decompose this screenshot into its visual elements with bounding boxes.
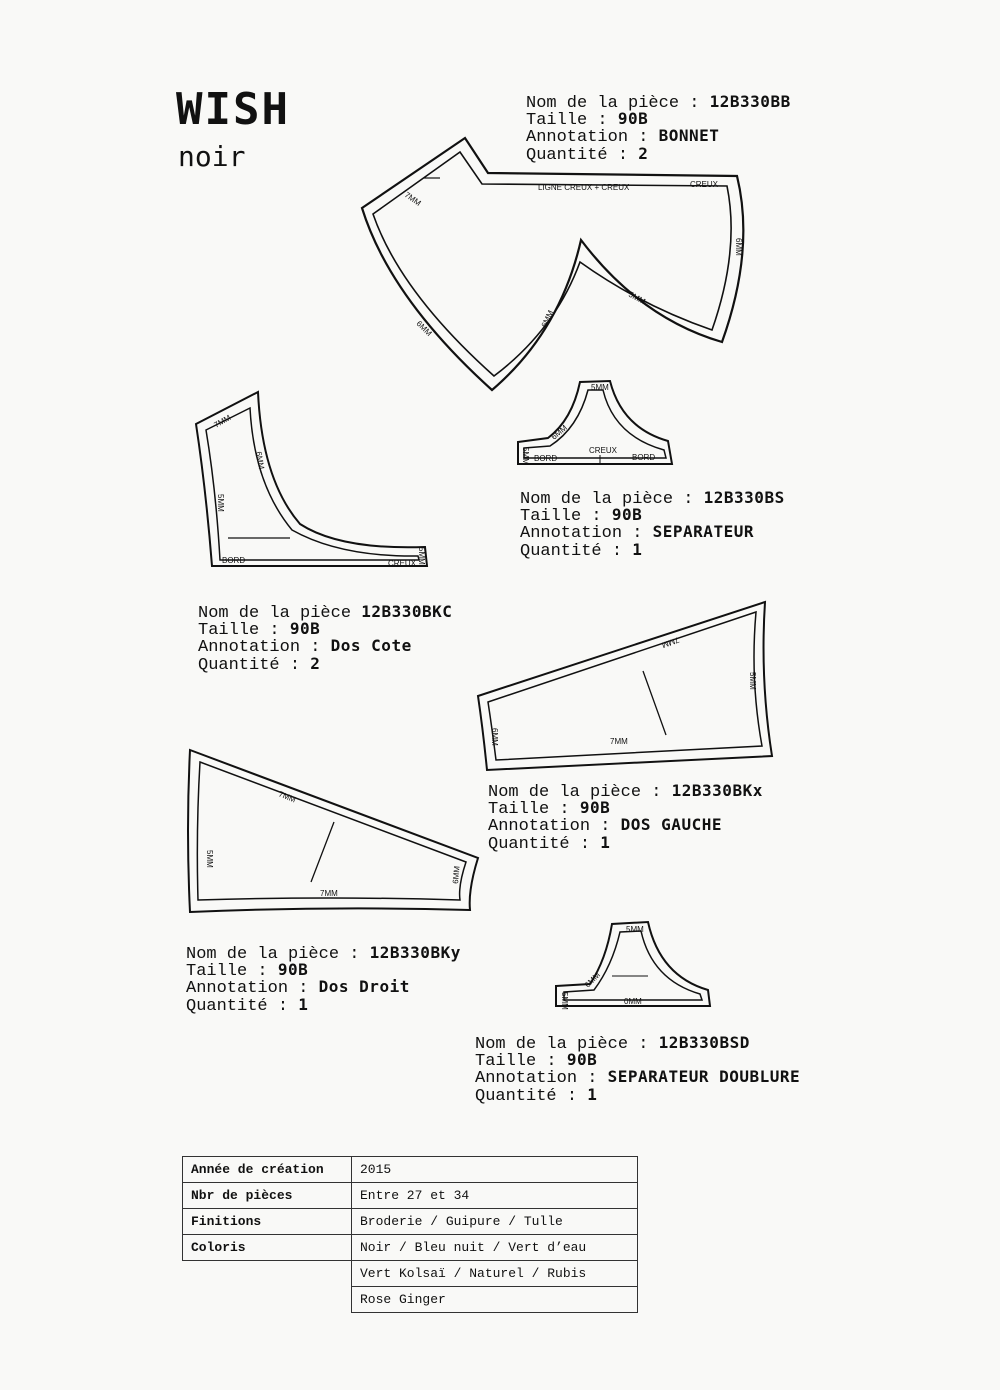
seam-label: 6MM	[414, 319, 434, 338]
seam-label: 7MM	[320, 889, 338, 898]
piece-size: 90B	[617, 109, 649, 128]
piece-name: 12B330BB	[709, 92, 791, 111]
spec-value: Broderie / Guipure / Tulle	[352, 1209, 638, 1235]
spec-key: Finitions	[183, 1209, 352, 1235]
spec-table	[182, 1156, 638, 1313]
size-label: Taille	[526, 111, 588, 130]
seam-label: 7MM	[402, 190, 423, 208]
quantity-label: Quantité	[475, 1087, 557, 1106]
name-label: Nom de la pièce	[520, 490, 674, 509]
seam-label: 5MM	[591, 383, 609, 392]
seam-label: 6MM	[539, 308, 556, 329]
annotation-label: Annotation	[520, 524, 623, 543]
piece-annotation: DOS GAUCHE	[620, 815, 722, 834]
name-label: Nom de la pièce	[488, 783, 642, 802]
piece-size: 90B	[289, 619, 321, 638]
seam-label: 7MM	[660, 635, 681, 650]
annotation-label: Annotation	[186, 979, 289, 998]
seam-label: 5MM	[205, 850, 214, 868]
table-row	[183, 1287, 638, 1313]
spec-key-empty	[183, 1287, 352, 1313]
piece-size: 90B	[277, 960, 309, 979]
seam-label: 6MM	[254, 450, 266, 470]
name-label: Nom de la pièce	[475, 1035, 629, 1054]
seam-label: 0MM	[624, 997, 642, 1006]
seam-label: 5MM	[627, 289, 647, 307]
name-label: Nom de la pièce	[198, 604, 352, 623]
piece-info-dos-cote: Nom de la pièce 12B330BKC Taille : 90B Annotation : Dos Cote Quantité : 2	[198, 602, 453, 675]
spec-value: Entre 27 et 34	[352, 1183, 638, 1209]
quantity-label: Quantité	[526, 146, 608, 165]
table-row	[183, 1209, 638, 1235]
page-subtitle: noir	[178, 140, 246, 173]
seam-label: 5MM	[216, 494, 225, 512]
piece-quantity: 1	[587, 1085, 598, 1104]
piece-info-separateur-doublure: Nom de la pièce : 12B330BSD Taille : 90B Annotation : SEPARATEUR DOUBLURE Quantité : 1	[475, 1033, 801, 1106]
seam-label: LIGNE CREUX + CREUX	[538, 183, 630, 192]
piece-size: 90B	[611, 505, 643, 524]
seam-label: 7MM	[277, 789, 298, 805]
size-label: Taille	[488, 800, 550, 819]
piece-annotation: SEPARATEUR DOUBLURE	[607, 1067, 801, 1086]
annotation-label: Annotation	[475, 1069, 578, 1088]
seam-label: CREUX	[589, 446, 618, 455]
spec-key-empty	[183, 1261, 352, 1287]
seam-label: 5MM	[560, 992, 569, 1010]
quantity-label: Quantité	[198, 656, 280, 675]
piece-name: 12B330BKC	[361, 602, 453, 621]
spec-key: Nbr de pièces	[183, 1183, 352, 1209]
size-label: Taille	[520, 507, 582, 526]
seam-label: BORD	[222, 556, 246, 565]
piece-annotation: Dos Cote	[330, 636, 412, 655]
seam-label: 5MM	[626, 925, 644, 934]
piece-info-separateur: Nom de la pièce : 12B330BS Taille : 90B Annotation : SEPARATEUR Quantité : 1	[520, 488, 785, 561]
seam-label: 5MM	[417, 547, 426, 565]
piece-size: 90B	[566, 1050, 598, 1069]
piece-info-bonnet: Nom de la pièce : 12B330BB Taille : 90B Annotation : BONNET Quantité : 2	[526, 92, 791, 165]
table-row	[183, 1235, 638, 1261]
quantity-label: Quantité	[520, 542, 602, 561]
annotation-label: Annotation	[526, 128, 629, 147]
seam-label: 6MM	[549, 423, 569, 442]
annotation-label: Annotation	[488, 817, 591, 836]
piece-annotation: SEPARATEUR	[652, 522, 754, 541]
piece-name: 12B330BS	[703, 488, 785, 507]
table-row	[183, 1261, 638, 1287]
size-label: Taille	[186, 962, 248, 981]
name-label: Nom de la pièce	[186, 945, 340, 964]
seam-label: 7MM	[610, 737, 628, 746]
seam-label: 6MM	[734, 238, 743, 256]
table-row	[183, 1157, 638, 1183]
piece-quantity: 2	[638, 144, 649, 163]
piece-quantity: 1	[600, 833, 611, 852]
spec-value: Rose Ginger	[352, 1287, 638, 1313]
piece-name: 12B330BKy	[369, 943, 461, 962]
piece-annotation: BONNET	[658, 126, 720, 145]
seam-label: BORD	[534, 454, 558, 463]
seam-label: 6MM	[490, 728, 499, 746]
seam-label: CREUX	[690, 180, 719, 189]
table-row	[183, 1183, 638, 1209]
size-label: Taille	[198, 621, 260, 640]
spec-value: Noir / Bleu nuit / Vert d’eau	[352, 1235, 638, 1261]
quantity-label: Quantité	[488, 835, 570, 854]
seam-label: 6MM	[451, 865, 462, 885]
piece-annotation: Dos Droit	[318, 977, 410, 996]
piece-size: 90B	[579, 798, 611, 817]
seam-label: 7MM	[212, 413, 233, 430]
spec-key: Coloris	[183, 1235, 352, 1261]
piece-quantity: 1	[632, 540, 643, 559]
annotation-label: Annotation	[198, 638, 301, 657]
piece-quantity: 2	[310, 654, 321, 673]
piece-info-dos-gauche: Nom de la pièce : 12B330BKx Taille : 90B Annotation : DOS GAUCHE Quantité : 1	[488, 781, 763, 854]
seam-label: 5MM	[748, 672, 757, 690]
piece-quantity: 1	[298, 995, 309, 1014]
seam-label: 6MM	[583, 970, 602, 990]
quantity-label: Quantité	[186, 997, 268, 1016]
spec-value: Vert Kolsaï / Naturel / Rubis	[352, 1261, 638, 1287]
page-title: WISH	[176, 84, 290, 135]
spec-key: Année de création	[183, 1157, 352, 1183]
seam-label: 5MM	[521, 447, 530, 465]
size-label: Taille	[475, 1052, 537, 1071]
piece-name: 12B330BSD	[658, 1033, 750, 1052]
piece-info-dos-droit: Nom de la pièce : 12B330BKy Taille : 90B Annotation : Dos Droit Quantité : 1	[186, 943, 461, 1016]
name-label: Nom de la pièce	[526, 94, 680, 113]
spec-value: 2015	[352, 1157, 638, 1183]
seam-label: CREUX	[388, 559, 417, 568]
seam-label: BORD	[632, 453, 656, 462]
piece-name: 12B330BKx	[671, 781, 763, 800]
